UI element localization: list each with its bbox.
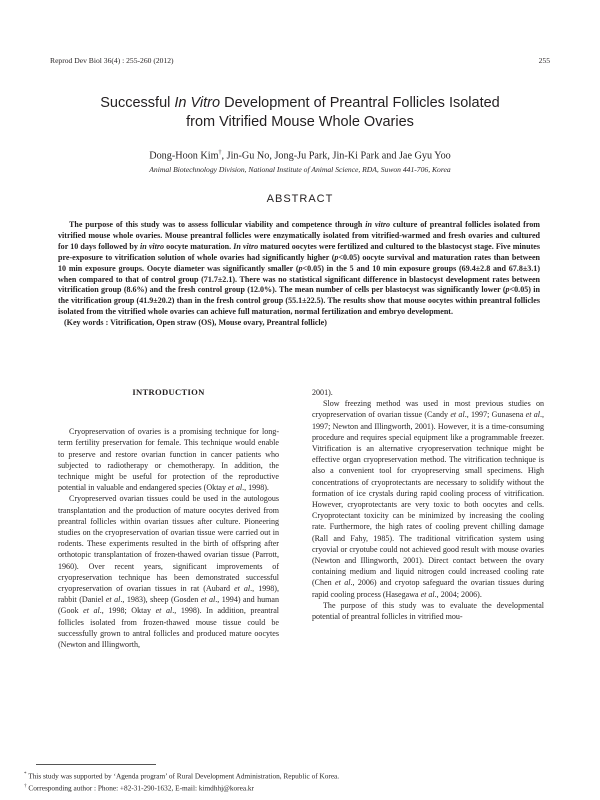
intro-paragraph-4: The purpose of this study was to evaluate the developmental potential of preantral follicles in vitrified mou- <box>312 600 544 622</box>
author-list <box>40 147 560 162</box>
abstract-paragraph: The purpose of this study was to assess follicular viability and competence through in vitro culture of preantral follicles isolated from vitrified mouse whole ovaries. Mouse preantral follicles were enzymatically isolated from vitrified-warmed and fresh ovaries and cultured for 10 days followed by in vitro oocyte maturation. In vitro matured oocytes were fertilized and cultured to the blastocyst stage. Five minutes pre-exposure to vitrification solution of whole ovaries had significantly higher (p<0.05) oocyte survival and maturation rates than between 10 min exposure groups. Oocyte diameter was significantly smaller (p<0.05) in the 5 and 10 min exposure groups (69.4±2.8 and 67.8±3.1) when compared to that of control group (71.7±2.1). There was no statistical significant difference in blastocyst development rates between vitrification group (8.6%) and the fresh control group (12.0%). The mean number of cells per blastocyst was significantly lower (p<0.05) in the vitrification group (41.9±20.2) than in the fresh control group (55.1±22.5). The results show that mouse oocytes within preantral follicles isolated from the vitrified whole ovaries can achieve full maturation, normal fertilization and embryo development. <box>58 220 541 317</box>
running-head <box>50 56 550 68</box>
intro-paragraph-1: Cryopreservation of ovaries is a promising technique for long-term fertility preservation for female. This technique would enable to preserve and restore ovarian function in cancer patients who subjected to radiotherapy or chemotherapy. In addition, the technique might be useful for protection of the reproductive potential in valuable and endangered species (Oktay et al., 1998). <box>58 427 279 493</box>
footnote-corresponding: † Corresponding author : Phone: +82-31-290-1632, E-mail: kimdhhj@korea.kr <box>24 783 254 793</box>
column-left <box>58 387 279 650</box>
abstract-body <box>58 220 540 329</box>
other-authors: , Jin-Gu No, Jong-Ju Park, Jin-Ki Park and Jae Gyu Yoo <box>221 150 451 162</box>
introduction-heading: INTRODUCTION <box>132 387 205 397</box>
intro-paragraph-2: Cryopreserved ovarian tissues could be used in the autologous transplantation and the production of mature oocytes derived from preantral follicles within ovarian tissues after culture. Pioneering studies on the cryopreservation of ovarian tissue were carried out in rodents. These experiments resulted in the birth of offspring after orthotopic transplantation of frozen-thawed ovarian tissue (Parrott, 1960). Over recent years, significant improvements of cryopreservation technique has been demonstrated successful cryopreservation of ovarian tissues in rat (Aubard et al., 1998), rabbit (Daniel et al., 1983), sheep (Gosden et al., 1994) and human (Gook et al., 1998; Oktay et al., 1998). In addition, preantral follicles isolated from frozen-thawed mouse tissue could be successfully grown to antral follicles and produced mature oocytes (Newton and Illingworth, <box>58 494 280 650</box>
title-line-2: from Vitrified Mouse Whole Ovaries <box>186 114 414 130</box>
footnotes <box>24 769 560 794</box>
abstract-heading: ABSTRACT <box>266 193 334 205</box>
affiliation: Animal Biotechnology Division, National Institute of Animal Science, RDA, Suwon 441-706, Korea <box>149 165 451 174</box>
footnote-funding: * This study was supported by ‘Agenda program’ of Rural Development Administration, Republic of Korea. <box>24 771 340 781</box>
intro-paragraph-3: Slow freezing method was used in most previous studies on cryopreservation of ovarian tissue (Candy et al., 1997; Gunasena et al., 1997; Newton and Illingworth, 2001). However, it is a time-consuming procedure and requires special equipment like a programmable freezer. Vitrification is an alternative cryopreservation technique might be effective organ cryopreservation method. The vitrification technique is also a convenient tool for cryopreserving small specimens. High concentrations of cryoprotectants are necessary to solidify without the formation of ice crystals during rapid cooling process of vitrification. However, cryoprotectants are very toxic to both oocytes and cells. Cryoprotectant toxicity can be minimized by increasing the cooling rate. Furthermore, the high rates of cooling prevent chilling damage (Rall and Fahy, 1985). The traditional vitrification system using cryovial or cryotube could not achieved good result with mouse ovaries (Newton and Illingworth, 2001). Direct contact between the ovary containing medium and liquid nitrogen could increased cooling rate (Chen et al., 2006) and cryotop safeguard the ovarian tissues during rapid cooling process (Hasegawa et al., 2004; 2006). <box>312 399 545 599</box>
first-author: Dong-Hoon Kim <box>149 150 219 162</box>
title-italic: In Vitro <box>174 95 221 111</box>
column-right <box>312 387 544 622</box>
journal-citation: Reprod Dev Biol 36(4) : 255-260 (2012) <box>50 56 174 65</box>
article-title <box>40 94 560 132</box>
corresponding-mark: † <box>218 150 222 156</box>
page-number: 255 <box>538 56 550 65</box>
footnote-divider <box>36 764 156 765</box>
title-line-1: Successful In Vitro Development of Preantral Follicles Isolated <box>100 95 500 111</box>
intro-paragraph-2-continued: 2001). <box>312 388 333 397</box>
keywords: (Key words : Vitrification, Open straw (OS), Mouse ovary, Preantral follicle) <box>64 318 327 328</box>
